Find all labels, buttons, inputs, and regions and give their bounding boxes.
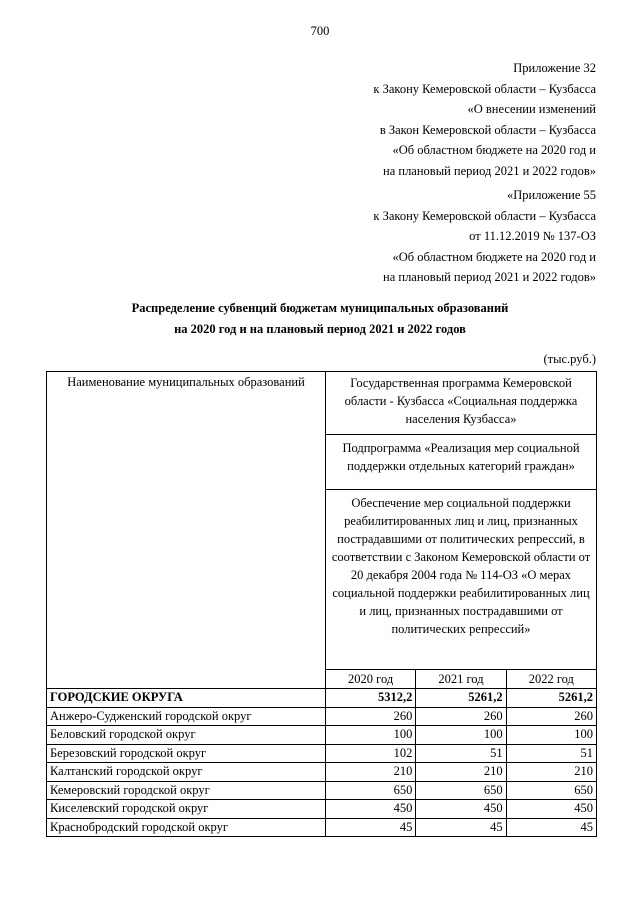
table-row — [47, 763, 597, 782]
municipality-name-cell: Киселевский городской округ — [47, 800, 326, 819]
value-2021-cell: 650 — [416, 781, 506, 800]
appendix-line: «О внесении изменений — [467, 102, 596, 116]
header-measure: Обеспечение мер социальной поддержки реабилитированных лиц и лиц, признанных пострадавшими от политических репрессий, в соответствии с Законом Кемеровской области от 20 декабря 2004 года № 114-ОЗ «О мерах социальной поддержки реабилитированных лиц и лиц, признанных пострадавшими от политических репрессий» — [326, 490, 597, 670]
header-year-2022: 2022 год — [506, 670, 596, 689]
value-2021-cell: 5261,2 — [416, 689, 506, 708]
header-municipality-name: Наименование муниципальных образований — [47, 372, 326, 689]
appendix-line: в Закон Кемеровской области – Кузбасса — [379, 122, 596, 137]
appendix-55-header — [373, 185, 596, 288]
appendix-line: Приложение 32 — [513, 61, 596, 75]
value-2020-cell: 100 — [326, 726, 416, 745]
municipality-name-cell: Беловский городской округ — [47, 726, 326, 745]
appendix-line: от 11.12.2019 № 137-ОЗ — [469, 229, 596, 243]
table-row — [47, 707, 597, 726]
municipality-name-cell: ГОРОДСКИЕ ОКРУГА — [47, 689, 326, 708]
value-2020-cell: 210 — [326, 763, 416, 782]
table-row — [47, 689, 597, 708]
appendix-line: «Приложение 55 — [507, 188, 596, 202]
title-line-1: Распределение субвенций бюджетам муниципальных образований — [131, 301, 509, 315]
value-2020-cell: 650 — [326, 781, 416, 800]
value-2022-cell: 650 — [506, 781, 596, 800]
value-2020-cell: 450 — [326, 800, 416, 819]
appendix-line: «Об областном бюджете на 2020 год и — [392, 249, 596, 264]
value-2022-cell: 210 — [506, 763, 596, 782]
document-title — [0, 298, 640, 339]
value-2022-cell: 51 — [506, 744, 596, 763]
appendix-32-header — [373, 58, 596, 181]
value-2021-cell: 450 — [416, 800, 506, 819]
header-subprogram: Подпрограмма «Реализация мер социальной поддержки отдельных категорий граждан» — [326, 435, 597, 490]
value-2022-cell: 450 — [506, 800, 596, 819]
appendix-line: «Об областном бюджете на 2020 год и — [392, 143, 596, 157]
value-2021-cell: 210 — [416, 763, 506, 782]
value-2022-cell: 5261,2 — [506, 689, 596, 708]
value-2020-cell: 45 — [326, 818, 416, 837]
title-line-2: на 2020 год и на плановый период 2021 и 2022 годов — [174, 321, 466, 336]
municipality-name-cell: Калтанский городской округ — [47, 763, 326, 782]
header-year-2021: 2021 год — [416, 670, 506, 689]
header-row-program — [47, 372, 597, 435]
value-2021-cell: 260 — [416, 707, 506, 726]
value-2021-cell: 51 — [416, 744, 506, 763]
appendix-line: к Закону Кемеровской области – Кузбасса — [373, 81, 596, 96]
table-row — [47, 818, 597, 837]
municipality-name-cell: Анжеро-Судженский городской округ — [47, 707, 326, 726]
value-2020-cell: 102 — [326, 744, 416, 763]
value-2020-cell: 260 — [326, 707, 416, 726]
value-2022-cell: 45 — [506, 818, 596, 837]
subventions-table — [46, 371, 597, 837]
header-year-2020: 2020 год — [326, 670, 416, 689]
header-program: Государственная программа Кемеровской области - Кузбасса «Социальная поддержка населения Кузбасса» — [326, 372, 597, 435]
table-row — [47, 800, 597, 819]
appendix-line: на плановый период 2021 и 2022 годов» — [383, 163, 596, 178]
value-2021-cell: 100 — [416, 726, 506, 745]
table-row — [47, 781, 597, 800]
page-number: 700 — [310, 24, 330, 38]
value-2022-cell: 100 — [506, 726, 596, 745]
value-2021-cell: 45 — [416, 818, 506, 837]
appendix-line: к Закону Кемеровской области – Кузбасса — [373, 208, 596, 223]
value-2020-cell: 5312,2 — [326, 689, 416, 708]
municipality-name-cell: Кемеровский городской округ — [47, 781, 326, 800]
unit-label: (тыс.руб.) — [543, 352, 596, 366]
municipality-name-cell: Краснобродский городской округ — [47, 818, 326, 837]
table-row — [47, 744, 597, 763]
table-row — [47, 726, 597, 745]
value-2022-cell: 260 — [506, 707, 596, 726]
municipality-name-cell: Березовский городской округ — [47, 744, 326, 763]
appendix-line: на плановый период 2021 и 2022 годов» — [383, 270, 596, 284]
